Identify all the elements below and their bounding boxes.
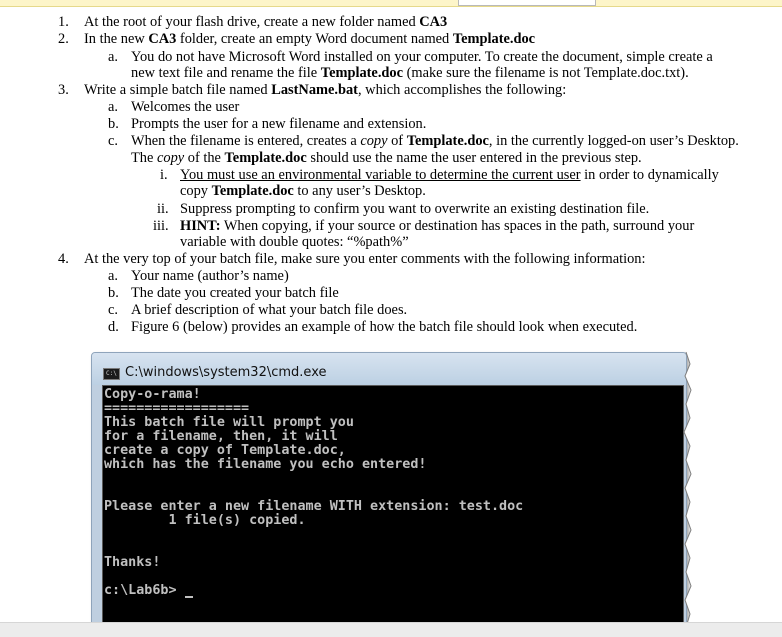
top-banner	[0, 0, 782, 7]
file-name: Template.doc	[211, 183, 294, 199]
bottom-scroll-bar[interactable]	[0, 622, 782, 637]
instruction-line	[131, 150, 642, 167]
list-marker: c.	[108, 302, 118, 318]
underlined-text: You must use an environmental variable to determine the current user	[180, 167, 581, 183]
instruction-line	[84, 82, 566, 99]
text-span: Write a simple batch file named	[84, 82, 272, 98]
console-prompt: c:\Lab6b>	[104, 583, 177, 598]
instruction-line	[180, 234, 409, 251]
emphasis: copy	[360, 133, 388, 149]
folder-name: CA3	[419, 14, 448, 30]
hint-label: HINT:	[180, 218, 221, 234]
file-name: Template.doc	[224, 150, 307, 166]
instruction-line	[131, 65, 689, 82]
list-marker: a.	[108, 99, 118, 115]
instruction-line	[84, 31, 535, 48]
instruction-line	[131, 268, 289, 285]
console-line: Please enter a new filename WITH extension: test.doc	[104, 499, 524, 514]
text-span: , which accomplishes the following:	[357, 82, 567, 98]
console-icon-label: C:\	[106, 370, 117, 377]
text-span: copy	[180, 183, 212, 199]
text-span: Welcomes the user	[131, 99, 240, 115]
text-span: of the	[184, 150, 225, 166]
instruction-line	[131, 302, 407, 319]
text-span: to any user’s Desktop.	[293, 183, 426, 199]
console-line: 1 file(s) copied.	[104, 513, 306, 528]
list-marker: iii.	[153, 218, 169, 234]
instruction-line	[84, 14, 447, 31]
text-span: should use the name the user entered in the previous step.	[306, 150, 642, 166]
text-span: At the very top of your batch file, make sure you enter comments with the following information:	[84, 251, 646, 267]
instruction-line	[131, 285, 339, 302]
top-field	[458, 0, 596, 6]
instruction-line	[180, 218, 694, 235]
list-marker: a.	[108, 268, 118, 284]
text-span: At the root of your flash drive, create a new folder named	[84, 14, 420, 30]
list-marker: 3.	[58, 82, 69, 98]
list-marker: 2.	[58, 31, 69, 47]
list-marker: c.	[108, 133, 118, 149]
emphasis: copy	[156, 150, 185, 166]
list-marker: 4.	[58, 251, 69, 267]
text-span: new text file and rename the file	[131, 65, 321, 81]
console-line: for a filename, then, it will	[104, 429, 338, 444]
console-line: This batch file will prompt you	[104, 415, 354, 430]
instruction-line	[84, 251, 646, 268]
instruction-line	[180, 201, 649, 218]
console-line: create a copy of Template.doc,	[104, 443, 346, 458]
text-span: (make sure the filename is not Template.doc.txt).	[403, 65, 689, 81]
text-span: The	[131, 150, 157, 166]
text-span: When copying, if your source or destination has spaces in the path, surround your	[220, 218, 695, 234]
list-marker: b.	[108, 285, 119, 301]
console-line: Copy-o-rama!	[104, 387, 201, 402]
console-screen	[102, 385, 684, 624]
instruction-line	[180, 183, 426, 200]
text-span: Your name (author’s name)	[131, 268, 289, 284]
list-marker: a.	[108, 49, 118, 65]
text-span: of	[387, 133, 407, 149]
text-span: In the new	[84, 31, 149, 47]
instruction-line	[131, 116, 426, 133]
console-icon	[103, 368, 120, 380]
list-marker: d.	[108, 319, 119, 335]
text-span: A brief description of what your batch file does.	[131, 302, 408, 318]
console-line: which has the filename you echo entered!	[104, 457, 427, 472]
file-name: LastName.bat	[271, 82, 358, 98]
text-span: Suppress prompting to confirm you want to overwrite an existing destination file.	[180, 201, 650, 217]
text-span: in order to dynamically	[580, 167, 719, 183]
instruction-line	[131, 319, 637, 336]
console-line: Thanks!	[104, 555, 161, 570]
text-span: The date you created your batch file	[131, 285, 339, 301]
list-marker: i.	[160, 167, 168, 183]
text-span: Prompts the user for a new filename and extension.	[131, 116, 427, 132]
list-marker: b.	[108, 116, 119, 132]
file-name: Template.doc	[406, 133, 489, 149]
console-window-figure	[91, 352, 687, 624]
console-line: ==================	[104, 401, 250, 416]
instruction-line	[131, 49, 713, 66]
file-name: Template.doc	[452, 31, 536, 47]
text-span: When the filename is entered, creates a	[131, 133, 361, 149]
text-span: You do not have Microsoft Word installed on your computer. To create the document, simple create a	[131, 49, 713, 65]
file-name: Template.doc	[320, 65, 404, 81]
list-marker: ii.	[157, 201, 169, 217]
list-marker: 1.	[58, 14, 69, 30]
instruction-line	[180, 167, 719, 184]
console-cursor	[185, 596, 193, 598]
text-span: , in the currently logged-on user’s Desktop.	[488, 133, 739, 149]
torn-edge-decoration	[682, 352, 694, 624]
text-span: folder, create an empty Word document named	[176, 31, 453, 47]
instruction-line	[131, 99, 239, 116]
instruction-line	[131, 133, 739, 150]
folder-name: CA3	[148, 31, 177, 47]
text-span: Figure 6 (below) provides an example of how the batch file should look when executed.	[131, 319, 638, 335]
console-title-bar	[92, 353, 686, 385]
text-span: variable with double quotes: “%path%”	[180, 234, 409, 250]
console-title: C:\windows\system32\cmd.exe	[125, 365, 327, 380]
